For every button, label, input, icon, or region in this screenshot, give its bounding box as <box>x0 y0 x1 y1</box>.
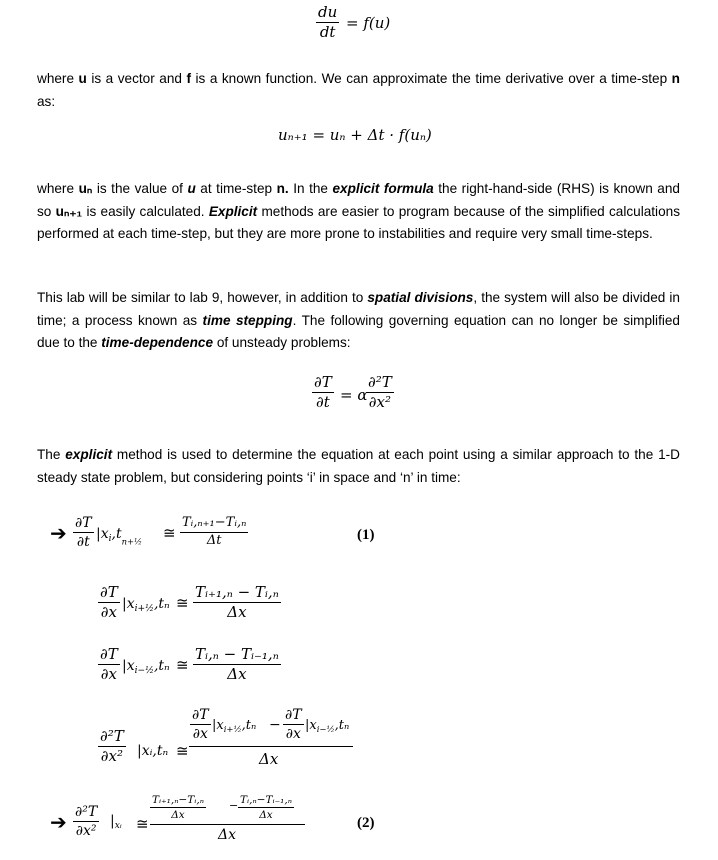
ode-numerator: du <box>316 4 339 23</box>
equation-number-2: (2) <box>357 815 375 831</box>
arrow-right-icon: ➔ <box>50 521 67 545</box>
ode-rhs: = f(u) <box>346 14 391 32</box>
fraction-bar <box>150 824 305 825</box>
paragraph-explicit: where uₙ is the value of u at time-step n. In the explicit formula the right-hand-side (RHS) is known and so uₙ₊₁ is easily calculated. Explicit methods are easier to program because of the simplified calculations performed at each time-step, but they are more prone to instabilities and require very small time-steps. <box>37 181 680 241</box>
paragraph-time-stepping: This lab will be similar to lab 9, however, in addition to spatial divisions, the system will also be divided in time; a process known as time stepping. The following governing equation can no longer be simplified due to the time-dependence of unsteady problems: <box>37 290 680 350</box>
paragraph-explicit-method: The explicit method is used to determine the equation at each point using a similar approach to the 1-D steady state problem, but considering points ‘i’ in space and ‘n’ in time: <box>37 447 680 485</box>
arrow-right-icon: ➔ <box>50 810 67 834</box>
equation-number-1: (1) <box>357 527 375 543</box>
fraction-bar <box>189 746 353 747</box>
ode-denominator: dt <box>319 23 336 42</box>
equation-euler-update: uₙ₊₁ = uₙ + Δt · f(uₙ) <box>278 126 432 144</box>
paragraph-intro: where u is a vector and f is a known function. We can approximate the time derivative over a time-step n as: <box>37 71 680 109</box>
